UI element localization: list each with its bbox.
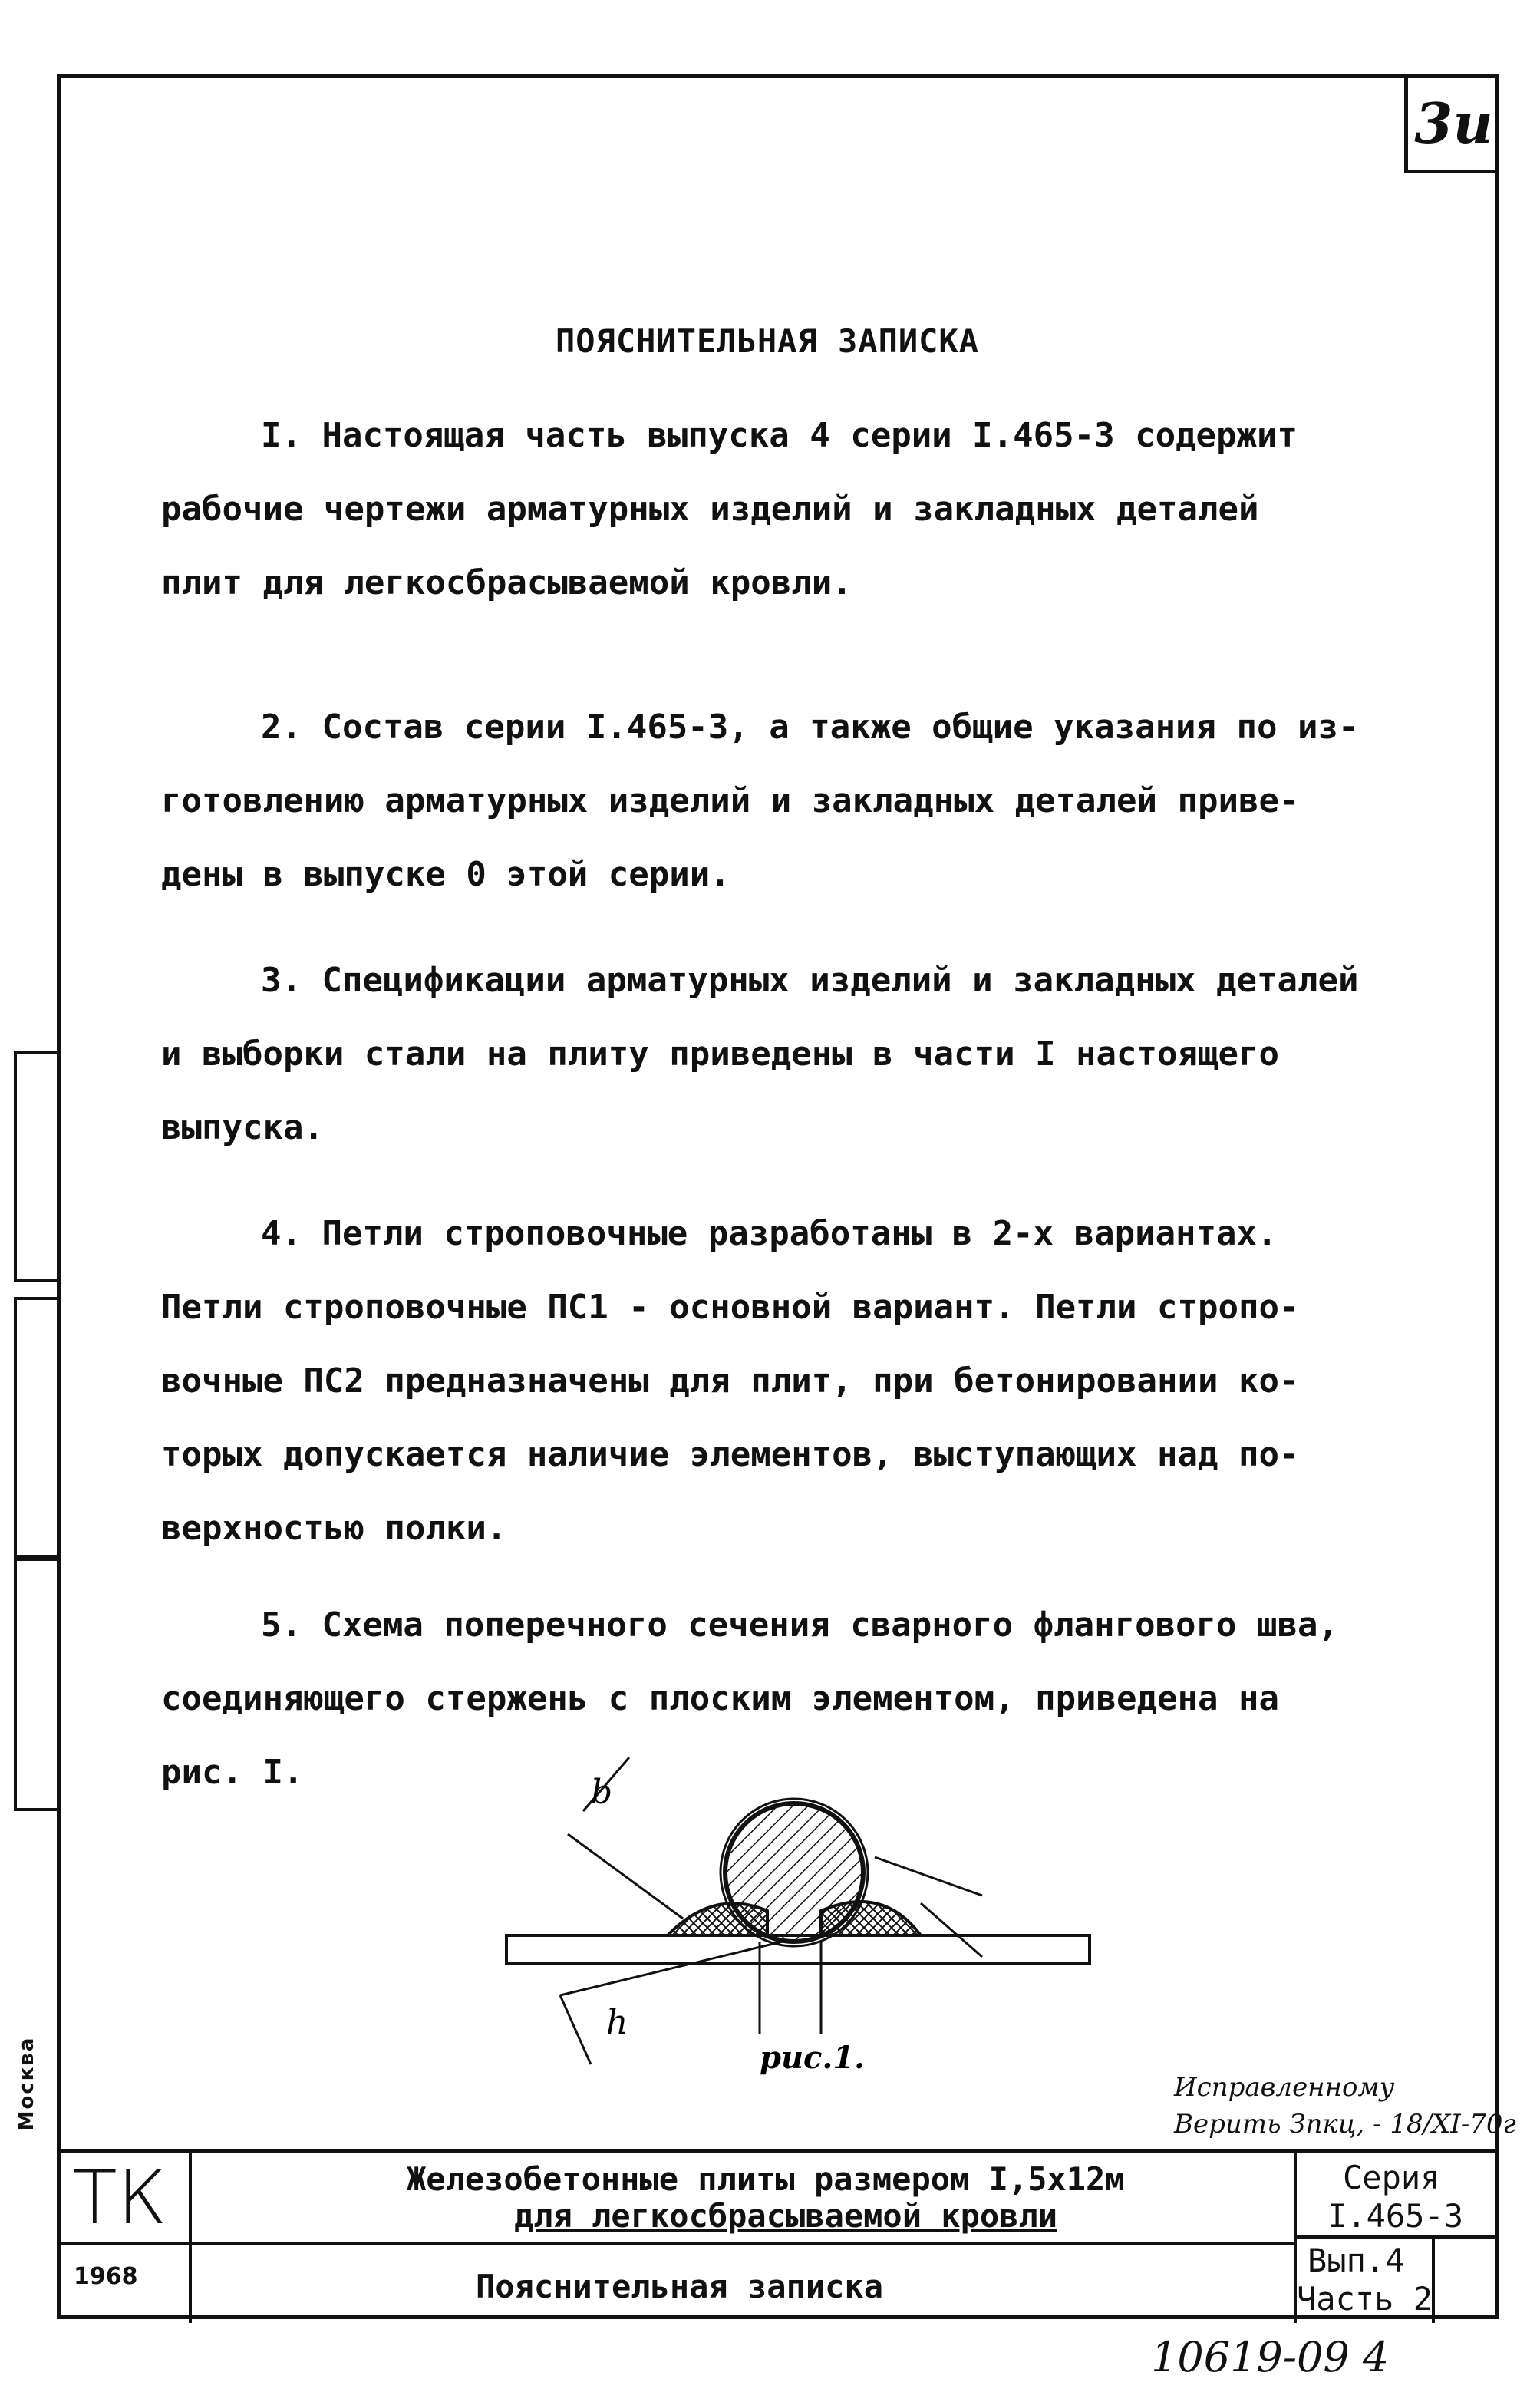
issue-label-text: Вып.: [1308, 2242, 1386, 2279]
dim-line-b-ext: [568, 1834, 683, 1919]
paragraph-line: соединяющего стержень с плоским элементом, приведена на: [161, 1679, 1279, 1718]
weld-section-drawing: [491, 1757, 1105, 2080]
issue-label: [1308, 2242, 1404, 2279]
product-name-line1: Железобетонные плиты размером I,5х12м: [407, 2160, 1125, 2198]
title-block-name-cell: [192, 2153, 1297, 2245]
paragraph-line: 3. Спецификации арматурных изделий и закладных деталей: [261, 961, 1359, 1000]
part-value: 2: [1413, 2280, 1433, 2318]
dim-label-h: h: [606, 2003, 628, 2042]
paragraph-line: 4. Петли строповочные разработаны в 2-х вариантах.: [261, 1214, 1278, 1253]
title-block-series-cell: [1297, 2153, 1499, 2239]
paragraph-line: плит для легкосбрасываемой кровли.: [161, 563, 852, 602]
issue-value: 4: [1385, 2242, 1405, 2279]
rebar-section: [725, 1803, 863, 1942]
title-block-sheet-title-cell: [192, 2245, 1297, 2323]
part-label-text: Часть: [1297, 2280, 1394, 2318]
paragraph-1: [161, 399, 1466, 620]
paragraph-line: верхностью полки.: [161, 1509, 507, 1548]
title-block-issue-cell: [1297, 2239, 1435, 2323]
paragraph-line: Петли строповочные ПС1 - основной вариант. Петли стропо-: [161, 1288, 1300, 1327]
margin-strip-middle: [14, 1297, 57, 1558]
paragraph-line: рабочие чертежи арматурных изделий и закладных деталей: [161, 490, 1259, 529]
title-block-year-cell: [57, 2245, 192, 2323]
paragraph-line: вочные ПС2 предназначены для плит, при бетонировании ко-: [161, 1361, 1300, 1401]
document-title: ПОЯСНИТЕЛЬНАЯ ЗАПИСКА: [555, 322, 979, 360]
figure-caption: рис.1.: [760, 2040, 866, 2076]
paragraph-line: выпуска.: [161, 1108, 324, 1147]
paragraph-2: [161, 691, 1466, 912]
title-block-logo-cell: [57, 2153, 192, 2245]
paragraph-line: рис. I.: [161, 1753, 304, 1792]
sheet-title: Пояснительная записка: [476, 2268, 884, 2305]
paragraph-4: [161, 1197, 1466, 1566]
city-stamp: Москва: [15, 2036, 38, 2131]
paragraph-line: и выборки стали на плиту приведены в части I настоящего: [161, 1034, 1279, 1074]
series-value: I.465-3: [1327, 2197, 1464, 2235]
product-name-line2: для легкосбрасываемой кровли: [514, 2197, 1058, 2235]
title-block: [57, 2149, 1499, 2319]
paragraph-line: торых допускается наличие элементов, выступающих над по-: [161, 1435, 1300, 1474]
year: 1968: [74, 2263, 138, 2290]
paragraph-line: 2. Состав серии I.465-3, а также общие указания по из-: [261, 708, 1359, 747]
archive-number: 10619-09 4: [1151, 2333, 1390, 2381]
margin-strip-bottom: [14, 1558, 57, 1811]
organization-logo: ТК: [72, 2155, 167, 2241]
paragraph-line: готовлению арматурных изделий и закладных деталей приве-: [161, 781, 1300, 820]
paragraph-line: I. Настоящая часть выпуска 4 серии I.465-3 содержит: [261, 416, 1298, 455]
margin-strip-top: [14, 1051, 57, 1282]
sheet-number: 3и: [1404, 74, 1499, 173]
paragraph-3: [161, 944, 1466, 1165]
dim-line-right-ext: [875, 1857, 982, 1896]
correction-note-line2: Верить Зпкц, - 18/XI-70г: [1174, 2109, 1516, 2140]
dim-line-h-ext: [560, 1995, 591, 2064]
paragraph-line: дены в выпуске 0 этой серии.: [161, 855, 730, 894]
part-label: [1297, 2280, 1433, 2318]
dim-label-b: b: [591, 1773, 613, 1812]
weld-section-figure: [491, 1757, 1105, 2080]
paragraph-line: 5. Схема поперечного сечения сварного флангового шва,: [261, 1605, 1338, 1645]
series-label: Серия: [1343, 2159, 1440, 2196]
correction-note-line1: Исправленному: [1174, 2072, 1395, 2103]
